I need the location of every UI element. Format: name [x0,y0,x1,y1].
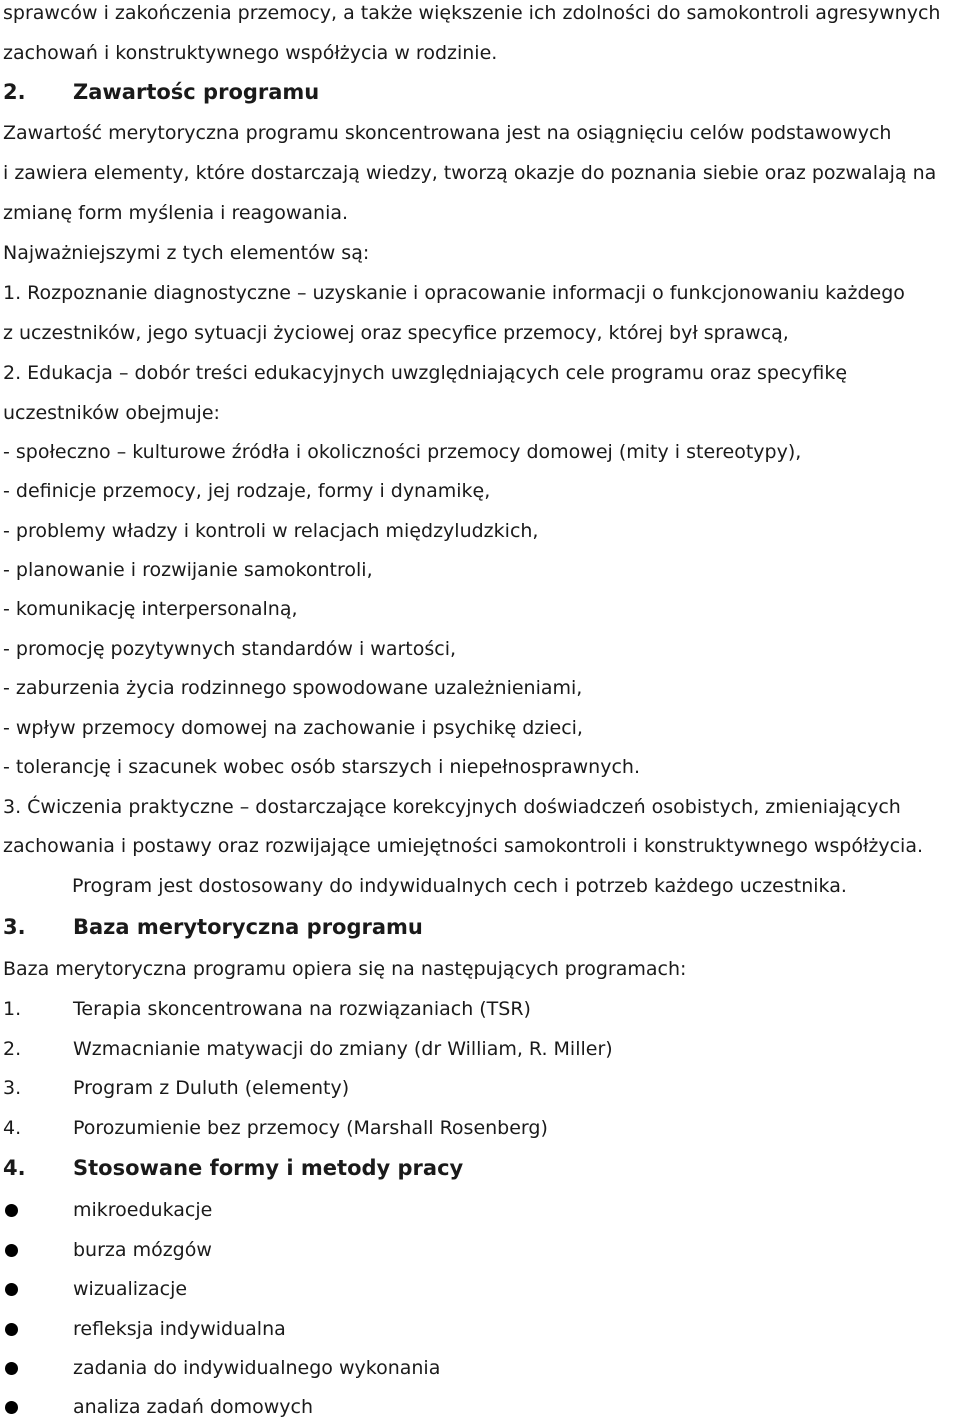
program-list-text: Terapia skoncentrowana na rozwiązaniach (TSR) [73,998,531,1020]
method-list-item [3,1238,212,1262]
dash-item: - społeczno – kulturowe źródła i okoliczności przemocy domowej (mity i stereotypy), [3,441,802,463]
section-4-title: Stosowane formy i metody pracy [73,1156,464,1180]
program-list-item [3,1037,613,1061]
item-1-line-1: 1. Rozpoznanie diagnostyczne – uzyskanie i opracowanie informacji o funkcjonowaniu każdego [3,282,905,304]
dash-item: - komunikację interpersonalną, [3,598,298,620]
section-3-number: 3. [3,915,26,939]
dash-item: - planowanie i rozwijanie samokontroli, [3,559,373,581]
method-text: refleksja indywidualna [73,1318,286,1340]
bullet-icon [5,1283,18,1296]
program-list-text: Program z Duluth (elementy) [73,1077,350,1099]
item-3-line-2: zachowania i postawy oraz rozwijające umiejętności samokontroli i konstruktywnego współżycia. [3,835,924,857]
item-2-line-1: 2. Edukacja – dobór treści edukacyjnych uwzględniających cele programu oraz specyfikę [3,362,848,384]
item-2-line-2: uczestników obejmuje: [3,402,220,424]
program-list-text: Porozumienie bez przemocy (Marshall Rosenberg) [73,1117,548,1139]
section-2-para-line-2: i zawiera elementy, które dostarczają wiedzy, tworzą okazje do poznania siebie oraz pozwalają na [3,162,937,184]
intro-line-1: sprawców i zakończenia przemocy, a także większenie ich zdolności do samokontroli agresywnych [3,2,941,24]
dash-item: - definicje przemocy, jej rodzaje, formy i dynamikę, [3,480,491,502]
method-text: burza mózgów [73,1239,212,1261]
program-list-number: 2. [3,1038,22,1060]
method-text: wizualizacje [73,1278,188,1300]
section-4-heading [3,1155,463,1181]
method-list-item [3,1317,286,1341]
dash-item: - tolerancję i szacunek wobec osób starszych i niepełnosprawnych. [3,756,640,778]
section-2-heading [3,79,319,105]
section-2-para-line-1: Zawartość merytoryczna programu skoncentrowana jest na osiągnięciu celów podstawowych [3,122,892,144]
bullet-icon [5,1362,18,1375]
method-list-item [3,1395,313,1419]
bullet-icon [5,1244,18,1257]
program-list-number: 1. [3,998,22,1020]
bullet-icon [5,1401,18,1414]
program-list-item [3,997,531,1021]
section-3-intro: Baza merytoryczna programu opiera się na następujących programach: [3,958,687,980]
program-list-item [3,1076,349,1100]
method-list-item [3,1277,187,1301]
program-list-text: Wzmacnianie matywacji do zmiany (dr William, R. Miller) [73,1038,613,1060]
method-text: analiza zadań domowych [73,1396,314,1418]
dash-item: - problemy władzy i kontroli w relacjach międzyludzkich, [3,520,539,542]
dash-item: - promocję pozytywnych standardów i wartości, [3,638,457,660]
method-text: mikroedukacje [73,1199,213,1221]
program-list-number: 4. [3,1117,22,1139]
section-3-title: Baza merytoryczna programu [73,915,423,939]
dash-item: - wpływ przemocy domowej na zachowanie i psychikę dzieci, [3,717,583,739]
method-text: zadania do indywidualnego wykonania [73,1357,441,1379]
section-2-closing: Program jest dostosowany do indywidualnych cech i potrzeb każdego uczestnika. [72,875,847,897]
dash-item: - zaburzenia życia rodzinnego spowodowane uzależnieniami, [3,677,583,699]
bullet-icon [5,1323,18,1336]
section-4-number: 4. [3,1156,26,1180]
intro-line-2: zachowań i konstruktywnego współżycia w rodzinie. [3,42,498,64]
section-2-number: 2. [3,80,26,104]
method-list-item [3,1198,212,1222]
method-list-item [3,1356,440,1380]
item-3-line-1: 3. Ćwiczenia praktyczne – dostarczające korekcyjnych doświadczeń osobistych, zmieniających [3,796,901,818]
section-2-para-line-3: zmianę form myślenia i reagowania. [3,202,349,224]
item-1-line-2: z uczestników, jego sytuacji życiowej oraz specyfice przemocy, której był sprawcą, [3,322,789,344]
bullet-icon [5,1204,18,1217]
program-list-number: 3. [3,1077,22,1099]
section-2-title: Zawartośc programu [73,80,320,104]
section-3-heading [3,914,423,940]
section-2-para-line-4: Najważniejszymi z tych elementów są: [3,242,370,264]
program-list-item [3,1116,548,1140]
